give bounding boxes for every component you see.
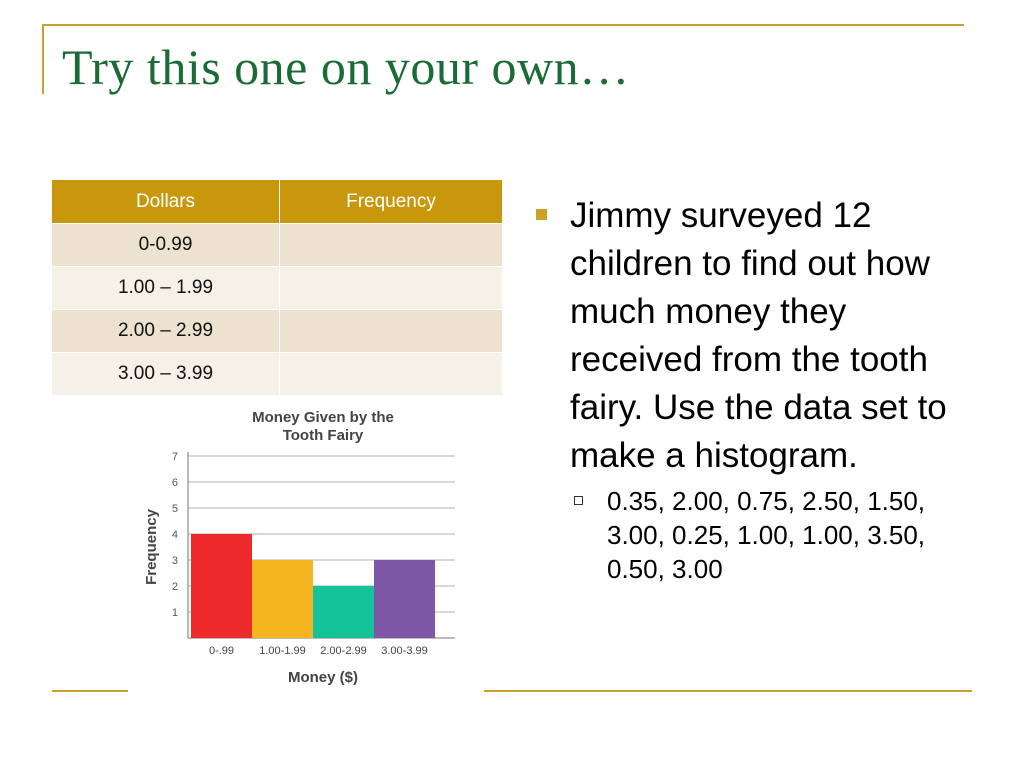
table-row <box>52 310 502 353</box>
x-tick-label: 2.00-2.99 <box>320 645 367 657</box>
table-header-row <box>52 180 502 224</box>
table-row <box>52 267 502 310</box>
histogram-bar <box>374 560 435 638</box>
table-row <box>52 353 502 396</box>
y-axis-label: Frequency <box>143 509 160 585</box>
y-tick-label: 1 <box>171 607 178 619</box>
histogram-bar <box>313 586 374 638</box>
text-block <box>532 192 972 586</box>
histogram-chart <box>130 400 480 700</box>
x-tick-label: 0-.99 <box>208 645 235 657</box>
histogram-bar <box>252 560 313 638</box>
dollars-cell: 2.00 – 2.99 <box>52 310 280 353</box>
dollars-cell: 1.00 – 1.99 <box>52 267 280 310</box>
main-bullet <box>532 192 972 480</box>
y-tick-label: 4 <box>171 529 178 541</box>
frame-left-line <box>42 24 44 94</box>
y-tick-label: 6 <box>171 477 178 489</box>
bottom-line-right <box>484 690 972 692</box>
frequency-table <box>52 180 502 395</box>
slide-title: Try this one on your own… <box>62 39 630 95</box>
y-tick-label: 2 <box>171 581 178 593</box>
y-tick-label: 5 <box>171 503 178 515</box>
header-dollars: Dollars <box>52 180 280 224</box>
sub-bullet <box>532 484 972 586</box>
frequency-cell <box>280 310 503 353</box>
x-tick-label: 1.00-1.99 <box>259 645 306 657</box>
hollow-square-bullet-icon <box>574 496 583 505</box>
y-tick-label: 3 <box>171 555 178 567</box>
y-tick-label: 7 <box>171 451 178 463</box>
data-set-text: 0.35, 2.00, 0.75, 2.50, 1.50, 3.00, 0.25, 1.00, 1.00, 3.50, 0.50, 3.00 <box>607 486 926 584</box>
table-row <box>52 224 502 267</box>
x-axis-label: Money ($) <box>287 669 359 686</box>
frequency-cell <box>280 267 503 310</box>
dollars-cell: 3.00 – 3.99 <box>52 353 280 396</box>
chart-title: Money Given by the Tooth Fairy <box>252 409 394 444</box>
frame-top-line <box>42 24 964 26</box>
bullet-text: Jimmy surveyed 12 children to find out how much money they received from the tooth fairy. Use the data set to make a histogram. <box>570 196 947 475</box>
x-tick-label: 3.00-3.99 <box>381 645 428 657</box>
frequency-cell <box>280 224 503 267</box>
square-bullet-icon <box>536 209 547 220</box>
histogram-svg <box>130 400 480 700</box>
histogram-bar <box>191 534 252 638</box>
frequency-cell <box>280 353 503 396</box>
bottom-line-left <box>52 690 128 692</box>
dollars-cell: 0-0.99 <box>52 224 280 267</box>
header-frequency: Frequency <box>280 180 503 224</box>
